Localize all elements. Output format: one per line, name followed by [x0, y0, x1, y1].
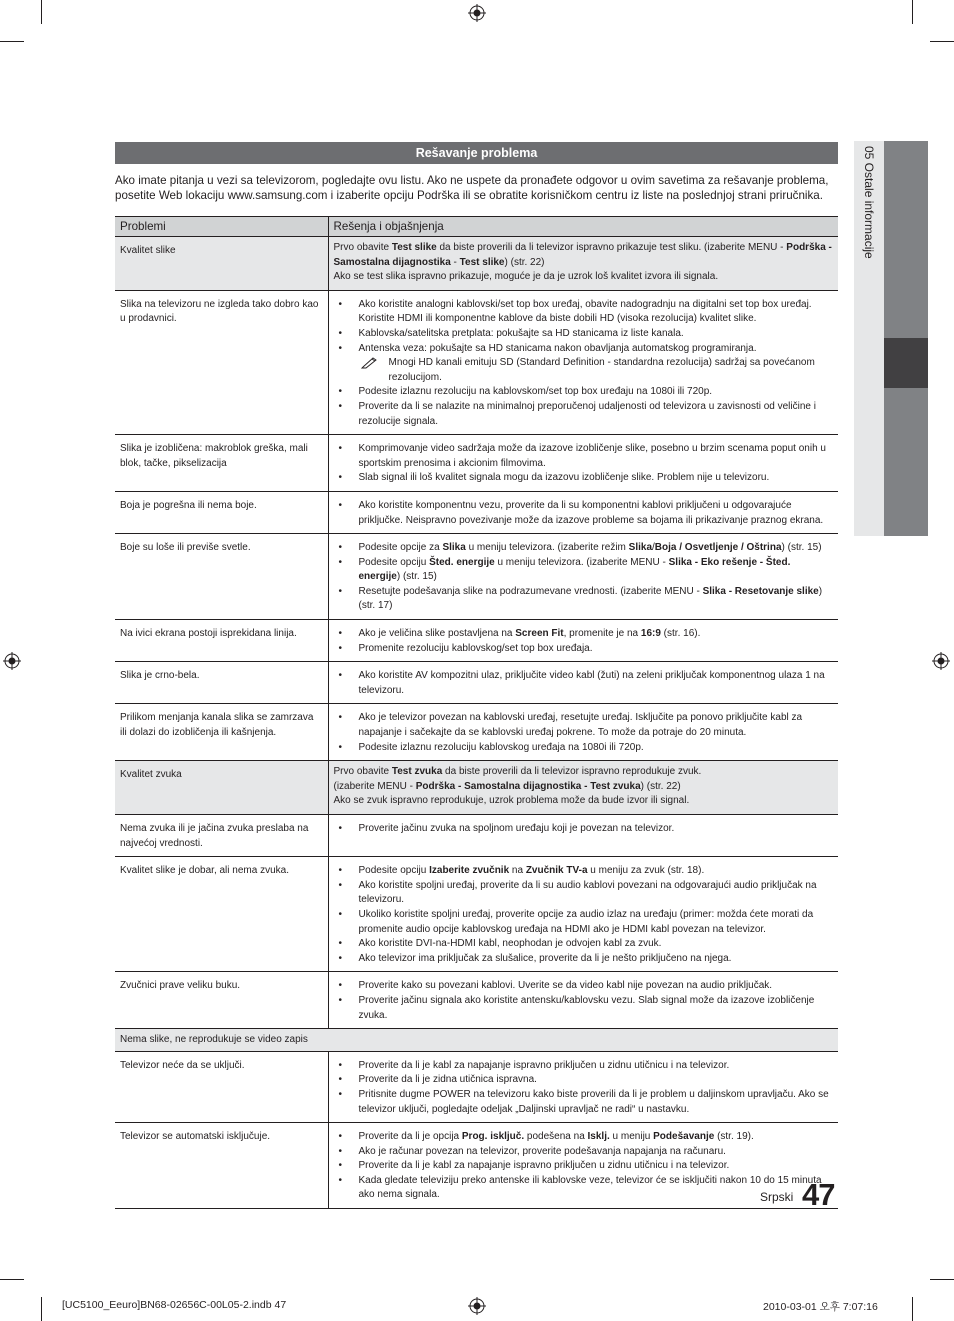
table-row — [115, 290, 838, 434]
crop-mark — [912, 1297, 913, 1321]
table-row — [115, 1051, 838, 1122]
text-bold: Podrška - Samostalna dijagnostika - Test zvuka — [415, 780, 641, 792]
text: u meniju televizora. (izaberite režim — [465, 542, 629, 554]
problem-cell: Televizor neće da se uključi. — [115, 1051, 328, 1122]
list-item — [359, 585, 834, 614]
crop-mark — [912, 0, 913, 24]
text: Prvo obavite — [333, 766, 392, 778]
text: Podesite opciju — [358, 556, 430, 568]
problem-cell: Slika na televizoru ne izgleda tako dobro kao u prodavnici. — [115, 290, 328, 434]
problem-cell: Kvalitet slike je dobar, ali nema zvuka. — [115, 857, 328, 972]
problem-cell: Televizor se automatski isključuje. — [115, 1123, 328, 1209]
text-bold: Izaberite zvučnik — [429, 865, 510, 877]
table-row — [115, 1123, 838, 1209]
list-item: • Kada gledate televiziju preko antenske ili kablovske veze, televizor će se isključiti nakon 10 do 15 minuta ako nema signala. — [359, 1174, 834, 1203]
text: ) (str. 22) — [504, 256, 545, 268]
solution-cell — [328, 435, 838, 492]
list-item — [359, 864, 834, 879]
table-row — [115, 620, 838, 662]
solution-cell — [328, 815, 838, 857]
table-row — [115, 704, 838, 761]
text: u meniju za zvuk (str. 18). — [587, 865, 705, 877]
crop-mark — [930, 1279, 954, 1280]
text: / — [652, 542, 655, 554]
page-number: 47 — [802, 1177, 835, 1212]
crop-mark — [41, 1297, 42, 1321]
list-item: • Proverite jačinu zvuka na spoljnom uređaju koji je povezan na televizor. — [359, 822, 834, 837]
text-bold: Podrška - Samostalna dijagnostika — [333, 242, 832, 268]
text: da biste proverili da li televizor ispravno reprodukuje zvuk. — [442, 766, 702, 778]
list-item: • Antenska veza: pokušajte sa HD stanicama nakon obavljanja automatskog programiranja. — [359, 342, 834, 357]
print-slug-file: [UC5100_Eeuro]BN68-02656C-00L05-2.indb 47 — [62, 1299, 287, 1311]
text: podešena na — [524, 1131, 588, 1143]
registration-mark-icon — [468, 4, 486, 22]
text: ) (str. 17) — [358, 585, 823, 612]
list-item: • Ako koristite analogni kablovski/set top box uređaj, obavite nadogradnju na digitalni set top box uređaj. Koristite HDMI ili komponentne kablove da biste dobili HD (visoka rezolucija) kvalitet slike. — [359, 298, 834, 327]
list-item — [359, 541, 834, 556]
text: - — [450, 256, 460, 268]
solution-cell — [328, 662, 838, 704]
table-row — [115, 435, 838, 492]
chapter-tab-marker — [884, 338, 928, 388]
list-item: • Proverite da li je zidna utičnica ispravna. — [359, 1073, 834, 1088]
text: ) (str. 15) — [781, 542, 822, 554]
text: Podesite opcije za — [358, 542, 443, 554]
problem-cell: Na ivici ekrana postoji isprekidana linija. — [115, 620, 328, 662]
list-item: • Proverite jačinu signala ako koristite antensku/kablovsku vezu. Slab signal može da izazove izobličenje zvuka. — [359, 994, 834, 1023]
list-item — [359, 556, 834, 585]
footer-language: Srpski — [760, 1190, 794, 1204]
table-row — [115, 972, 838, 1029]
list-item: • Proverite da li je kabl za napajanje ispravno priključen u zidnu utičnicu i na televizor. — [359, 1059, 834, 1074]
list-item: • Promenite rezoluciju kablovskog/set top box uređaja. — [359, 642, 834, 657]
text: na — [509, 865, 526, 877]
troubleshooting-table — [115, 216, 838, 1209]
list-item: • Komprimovanje video sadržaja može da izazove izobličenje slike, posebno u brzim scenama poput onih u sportskim prenosima i akcionim filmovima. — [359, 442, 834, 471]
text-bold: Slika - Resetovanje slike — [702, 585, 819, 597]
text: u meniju televizora. (izaberite MENU - — [494, 556, 669, 568]
text: da biste proverili da li televizor ispravno prikazuje test sliku. (izaberite MENU - — [436, 242, 787, 253]
solution-cell — [328, 237, 838, 291]
text: ) (str. 22) — [640, 780, 681, 792]
list-item: • Proverite da li se nalazite na minimalnoj preporučenoj udaljenosti od televizora u zavisnosti od veličine i rezolucije signala. — [359, 400, 834, 429]
intro-paragraph: Ako imate pitanja u vezi sa televizorom, pogledajte ovu listu. Ako ne uspete da pronađete odgovor u ovim savetima za rešavanje problema, posetite Web lokaciju www.samsung.com i izaberite opciju Podrška ili se obratite korisničkom centru iz liste na poslednjoj strani priručnika. — [115, 174, 829, 202]
text-bold: Zvučnik TV-a — [525, 865, 588, 877]
table-row — [115, 534, 838, 620]
solution-cell — [328, 491, 838, 533]
list-item: • Pritisnite dugme POWER na televizoru kako biste proverili da li je problem u daljinskom upravljaču. Ako se televizor uključi, pogledajte odeljak „Daljinski upravljač ne radi“ u nastavku. — [359, 1088, 834, 1117]
crop-mark — [930, 41, 954, 42]
table-row — [115, 857, 838, 972]
text: u meniju — [609, 1131, 654, 1143]
solution-cell — [328, 1051, 838, 1122]
registration-mark-icon — [3, 652, 21, 670]
table-row — [115, 761, 838, 815]
text: (str. 16). — [660, 628, 701, 640]
problem-cell: Zvučnici prave veliku buku. — [115, 972, 328, 1029]
solution-cell — [328, 534, 838, 620]
registration-mark-icon — [932, 652, 950, 670]
solution-cell — [328, 761, 838, 815]
section-title: Rešavanje problema — [115, 142, 838, 164]
crop-mark — [0, 41, 24, 42]
list-item: • Ukoliko koristite spoljni uređaj, proverite opcije za audio izlaz na uređaju (primer: možda ćete morati da promenite audio opcije kablovskog uređaja na HDMI ako je HDMI kabl povezan na televizor. — [359, 908, 834, 937]
column-header-problems: Problemi — [115, 217, 328, 237]
text: Resetujte podešavanja slike na podrazumevane vrednosti. (izaberite MENU - — [358, 585, 703, 597]
text-bold: Test zvuka — [391, 766, 443, 778]
text: Prvo obavite — [333, 242, 392, 253]
table-row — [115, 491, 838, 533]
list-item — [359, 627, 834, 642]
text-bold: Test slike — [459, 256, 505, 268]
text-bold: Podešavanje — [653, 1131, 715, 1143]
section-heading: Nema slike, ne reprodukuje se video zapis — [115, 1029, 838, 1052]
note-item — [359, 356, 834, 385]
table-header-row — [115, 217, 838, 237]
column-header-solutions: Rešenja i objašnjenja — [328, 217, 838, 237]
text-bold: Slika — [628, 542, 653, 554]
solution-cell — [328, 290, 838, 434]
text: Proverite da li je opcija — [358, 1131, 462, 1143]
problem-cell: Prilikom menjanja kanala slika se zamrzava ili dolazi do izobličenja ili kašnjenja. — [115, 704, 328, 761]
section-row — [115, 1029, 838, 1052]
text-bold: Screen Fit — [515, 628, 564, 640]
registration-mark-icon — [468, 1297, 486, 1315]
text-bold: Isklj. — [587, 1131, 610, 1143]
text-bold: Slika - Eko rešenje - Šted. energije — [358, 556, 791, 583]
list-item: • Proverite kako su povezani kablovi. Uverite se da video kabl nije povezan na audio priključak. — [359, 979, 834, 994]
chapter-tab-label: 05 Ostale informacije — [862, 146, 876, 259]
problem-cell: Kvalitet zvuka — [115, 761, 328, 815]
text: Ako je veličina slike postavljena na — [358, 628, 516, 640]
solution-cell — [328, 620, 838, 662]
crop-mark — [0, 1279, 24, 1280]
list-item: • Podesite izlaznu rezoluciju na kablovskom/set top box uređaju na 1080i ili 720p. — [359, 385, 834, 400]
table-row — [115, 237, 838, 291]
text: (str. 19). — [714, 1131, 754, 1143]
text: ) (str. 15) — [396, 571, 437, 583]
text: Ako se test slika ispravno prikazuje, moguće je da je uzrok loš kvalitet izvora ili signala. — [333, 271, 719, 283]
solution-cell — [328, 704, 838, 761]
text-bold: Prog. isključ. — [461, 1131, 525, 1143]
crop-mark — [41, 0, 42, 24]
text: Podesite opciju — [358, 865, 430, 877]
text-bold: 16:9 — [640, 628, 661, 640]
table-row — [115, 662, 838, 704]
table-row — [115, 815, 838, 857]
note-text: Mnogi HD kanali emituju SD (Standard Definition - standardna rezolucija) sadržaj sa povećanom rezolucijom. — [388, 357, 815, 383]
list-item: • Slab signal ili loš kvalitet signala mogu da izazovu izobličenje slike. Problem nije u televizoru. — [359, 471, 834, 486]
problem-cell: Boje su loše ili previše svetle. — [115, 534, 328, 620]
problem-cell: Slika je izobličena: makroblok greška, mali blok, tačke, pikselizacija — [115, 435, 328, 492]
text: (izaberite MENU - — [333, 780, 416, 792]
problem-cell: Slika je crno-bela. — [115, 662, 328, 704]
text: Ako se zvuk ispravno reprodukuje, uzrok problema može da bude izvor ili signal. — [333, 795, 690, 807]
note-pencil-icon — [361, 357, 379, 369]
problem-cell: Boja je pogrešna ili nema boje. — [115, 491, 328, 533]
text-bold: Slika — [442, 542, 466, 554]
list-item: • Proverite da li je kabl za napajanje ispravno priključen u zidnu utičnicu i na televizor. — [359, 1159, 834, 1174]
list-item: • Ako koristite spoljni uređaj, proverite da li su audio kablovi povezani na odgovarajući audio priključak na televizoru. — [359, 879, 834, 908]
list-item: • Kablovska/satelitska pretplata: pokušajte sa HD stanicama iz liste kanala. — [359, 327, 834, 342]
list-item: • Ako koristite DVI-na-HDMI kabl, neophodan je odvojen kabl za zvuk. — [359, 937, 834, 952]
list-item: • Ako televizor ima priključak za slušalice, proverite da li je nešto priključeno na njega. — [359, 952, 834, 967]
list-item — [359, 1130, 834, 1145]
problem-cell: Nema zvuka ili je jačina zvuka preslaba na najvećoj vrednosti. — [115, 815, 328, 857]
solution-cell — [328, 972, 838, 1029]
list-item: • Ako je televizor povezan na kablovski uređaj, resetujte uređaj. Isključite pa ponovo priključite kabl za napajanje i sačekajte da se kablovski uređaj pokrene. To može da potraje do 20 minuta. — [359, 711, 834, 740]
text: , promenite je na — [563, 628, 641, 640]
text-bold: Šted. energije — [429, 556, 495, 568]
list-item: • Ako koristite AV kompozitni ulaz, priključite video kabl (žuti) na zeleni priključak komponentnog ulaza 1 na televizoru. — [359, 669, 834, 698]
list-item: • Podesite izlaznu rezoluciju kablovskog uređaja na 1080i ili 720p. — [359, 741, 834, 756]
text-bold: Boja / Osvetljenje / Oštrina — [654, 542, 782, 554]
print-slug-date: 2010-03-01 오후 7:07:16 — [763, 1301, 878, 1313]
text-bold: Test slike — [391, 242, 437, 253]
solution-cell — [328, 857, 838, 972]
list-item: • Ako je računar povezan na televizor, proverite podešavanja napajanja na računaru. — [359, 1145, 834, 1160]
list-item: • Ako koristite komponentnu vezu, proverite da li su komponentni kablovi priključeni u odgovarajuće priključke. Neispravno povezivanje može da izazove probleme sa bojama ili prikazivanje praznog ekrana. — [359, 499, 834, 528]
problem-cell: Kvalitet slike — [115, 237, 328, 291]
